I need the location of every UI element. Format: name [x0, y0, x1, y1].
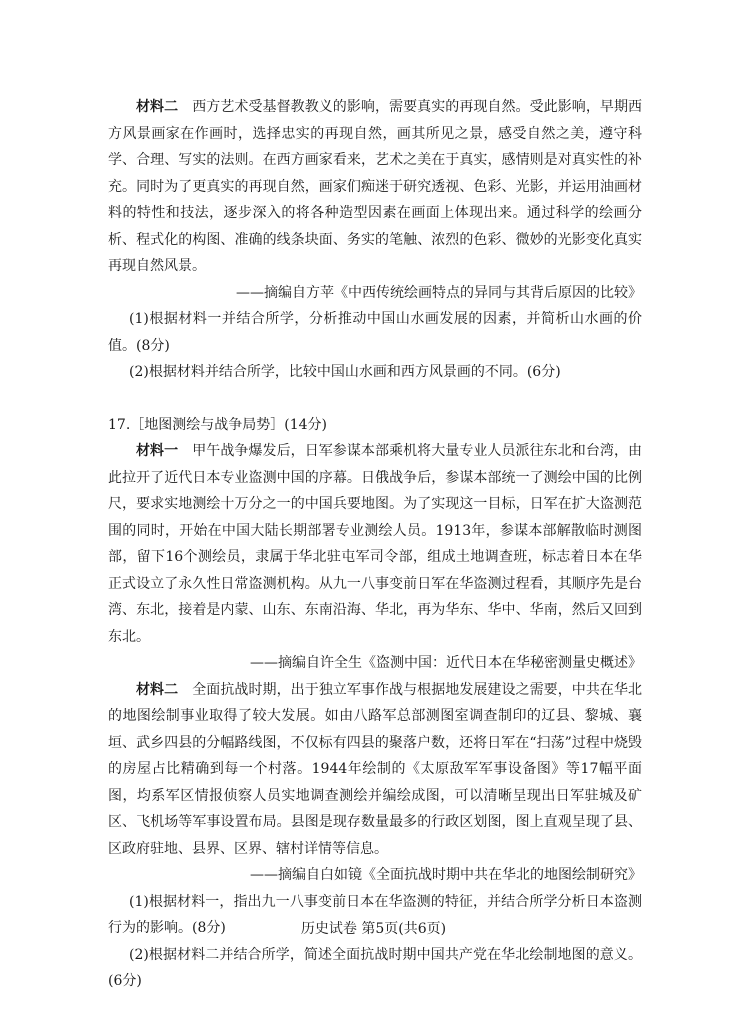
s17-question-2: (2)根据材料二并结合所学，简述全面抗战时期中国共产党在华北绘制地图的意义。(6分) [108, 946, 642, 989]
s17-material-2 [108, 677, 642, 863]
s17-material-1 [108, 438, 642, 650]
s17-heading: 17.［地图测绘与战争局势］(14分) [108, 416, 328, 433]
material-label: 材料二 [136, 99, 179, 115]
material-text: 全面抗战时期，出于独立军事作战与根据地发展建设之需要，中共在华北的地图绘制事业取得了较大发展。如由八路军总部测图室调查制印的辽县、黎城、襄垣、武乡四县的分幅路线图，不仅标有四县的聚落户数，还将日军在“扫荡”过程中烧毁的房屋占比精确到每一个村落。1944年绘制的《太原敌军军事设备图》等17幅平面图，均系军区情报侦察人员实地调查测绘并编绘成图，可以清晰呈现出日军驻城及矿区、飞机场等军事设置布局。县图是现存数量最多的行政区划图，图上直观呈现了县、区政府驻地、县界、区界、辖村详情等信息。 [108, 681, 643, 857]
s17-material-1-source: ——摘编自许全生《盗测中国：近代日本在华秘密测量史概述》 [250, 655, 642, 671]
exam-page [108, 94, 642, 995]
s16-question-1: (1)根据材料一并结合所学，分析推动中国山水画发展的因素，并简析山水画的价值。(8分) [108, 311, 642, 354]
s16-question-2: (2)根据材料并结合所学，比较中国山水画和西方风景画的不同。(6分) [129, 364, 561, 380]
s17-question-1: (1)根据材料一，指出九一八事变前日本在华盗测的特征，并结合所学分析日本盗测行为的影响。(8分) [108, 893, 642, 936]
material-text: 西方艺术受基督教教义的影响，需要真实的再现自然。受此影响，早期西方风景画家在作画时，选择忠实的再现自然，画其所见之景，感受自然之美，遵守科学、合理、写实的法则。在西方画家看来，艺术之美在于真实，感情则是对真实性的补充。同时为了更真实的再现自然，画家们痴迷于研究透视、色彩、光影，并运用油画材料的特性和技法，逐步深入的将各种造型因素在画面上体现出来。通过科学的绘画分析、程式化的构图、准确的线条块面、务实的笔触、浓烈的色彩、微妙的光影变化真实再现自然风景。 [108, 99, 643, 274]
s16-material-2 [108, 94, 642, 280]
s17-material-2-source: ——摘编自白如镜《全面抗战时期中共在华北的地图绘制研究》 [250, 867, 642, 883]
material-text: 甲午战争爆发后，日军参谋本部乘机将大量专业人员派往东北和台湾，由此拉开了近代日本专业盗测中国的序幕。日俄战争后，参谋本部统一了测绘中国的比例尺，要求实地测绘十万分之一的中国兵要地图。为了实现这一目标，日军在扩大盗测范围的同时，开始在中国大陆长期部署专业测绘人员。1913年，参谋本部解散临时测图部，留下16个测绘员，隶属于华北驻屯军司令部，组成土地调查班，标志着日本在华正式设立了永久性日常盗测机构。从九一八事变前日军在华盗测过程看，其顺序先是台湾、东北，接着是内蒙、山东、东南沿海、华北，再为华东、华中、华南，然后又回到东北。 [108, 443, 643, 645]
material-label: 材料一 [136, 443, 179, 459]
page-footer: 历史试卷 第5页(共6页) [300, 921, 447, 937]
s16-material-2-source: ——摘编自方苹《中西传统绘画特点的异同与其背后原因的比较》 [236, 284, 642, 301]
material-label: 材料二 [136, 681, 179, 698]
